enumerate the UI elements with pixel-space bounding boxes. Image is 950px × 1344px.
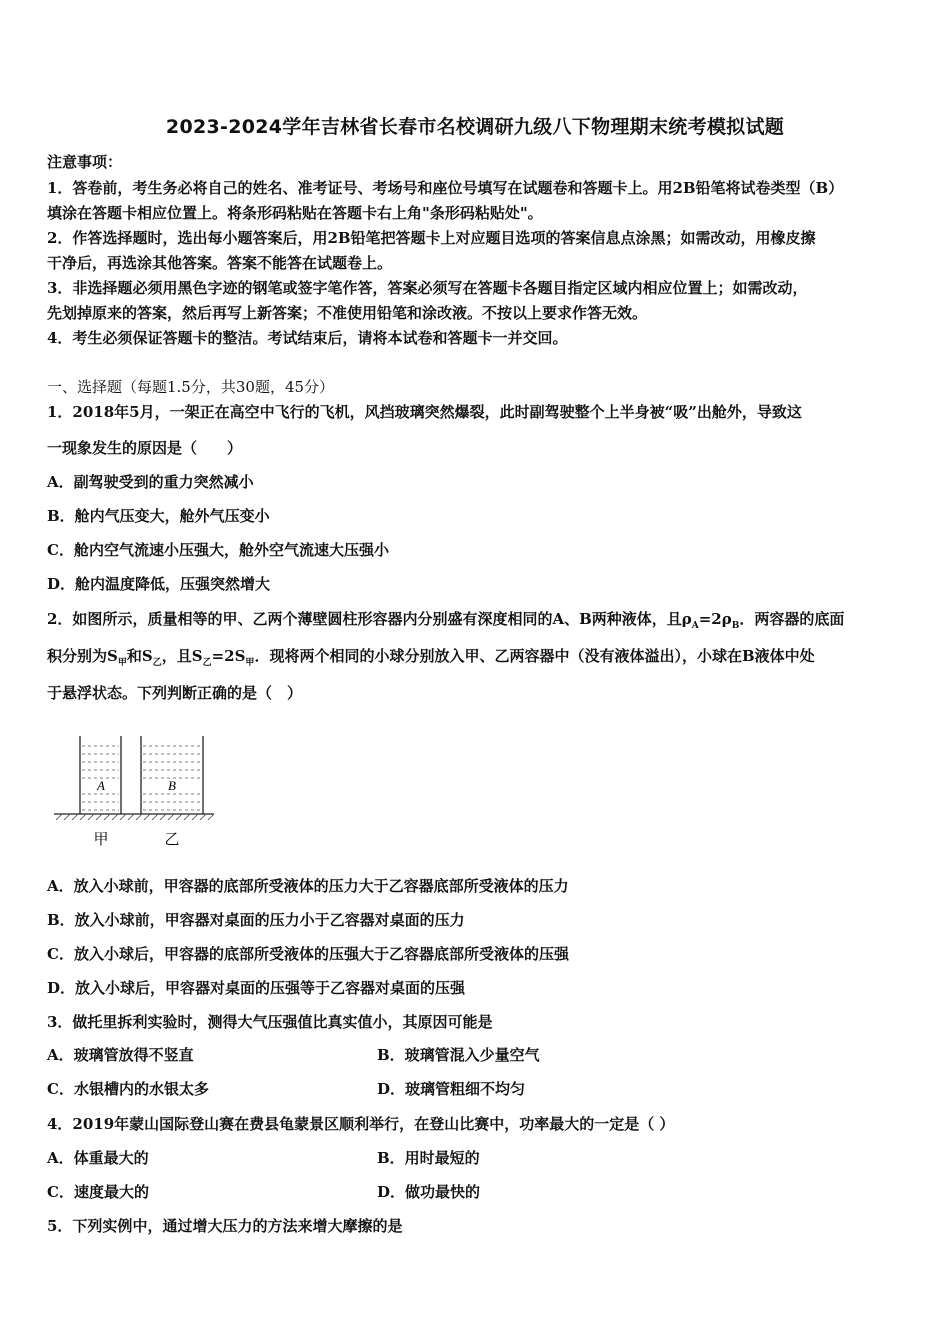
q1-stem-line-1: 1．2018年5月，一架正在高空中飞行的飞机，风挡玻璃突然爆裂，此时副驾驶整个上半身被“吸”出舱外，导致这 [47,403,802,421]
q1-option-c: C．舱内空气流速小压强大，舱外空气流速大压强小 [47,541,389,559]
q2-stem-line-1: 2．如图所示，质量相等的甲、乙两个薄壁圆柱形容器内分别盛有深度相同的A、B两种液体，且$\rho_A=2\rho_B$．两容器的底面 [47,610,845,631]
q4-option-c: C．速度最大的 [47,1183,149,1201]
notice-heading: 注意事项： [47,153,123,171]
notice-line-5: 3．非选择题必须用黑色字迹的钢笔或签字笔作答，答案必须写在答题卡各题目指定区域内相应位置上；如需改动， [47,279,808,297]
q1-option-d: D．舱内温度降低，压强突然增大 [47,575,271,593]
q3-stem: 3．做托里拆利实验时，测得大气压强值比真实值小，其原因可能是 [47,1013,493,1031]
container-jia [80,736,121,814]
q3-option-c: C．水银槽内的水银太多 [47,1080,209,1098]
liquid-a-label: A [97,778,105,793]
table-surface [54,814,214,820]
q2-stem-line-3: 于悬浮状态。下列判断正确的是（ ） [47,684,303,702]
two-containers-diagram [50,728,216,852]
q3-option-a: A．玻璃管放得不竖直 [47,1046,194,1064]
container-yi-label: 乙 [164,830,180,848]
q2-option-b: B．放入小球前，甲容器对桌面的压力小于乙容器对桌面的压力 [47,911,465,929]
q3-option-b: B．玻璃管混入少量空气 [377,1046,540,1064]
q4-option-a: A．体重最大的 [47,1149,149,1167]
container-jia-label: 甲 [93,830,109,848]
q2-option-d: D．放入小球后，甲容器对桌面的压强等于乙容器对桌面的压强 [47,979,466,997]
q4-option-b: B．用时最短的 [377,1149,480,1167]
q1-option-a: A．副驾驶受到的重力突然减小 [47,473,254,491]
page-title: 2023-2024学年吉林省长春市名校调研九级八下物理期末统考模拟试题 [165,116,785,138]
q1-option-b: B．舱内气压变大，舱外气压变小 [47,507,270,525]
liquid-b-label: B [168,778,176,793]
q1-stem-line-2: 一现象发生的原因是（ ） [47,439,243,457]
container-yi [141,736,203,814]
notice-line-2: 填涂在答题卡相应位置上。将条形码粘贴在答题卡右上角"条形码粘贴处"。 [47,204,543,222]
notice-line-4: 干净后，再选涂其他答案。答案不能答在试题卷上。 [47,254,393,272]
notice-line-6: 先划掉原来的答案，然后再写上新答案；不准使用铅笔和涂改液。不按以上要求作答无效。 [47,304,648,322]
q2-option-a: A．放入小球前，甲容器的底部所受液体的压力大于乙容器底部所受液体的压力 [47,877,569,895]
section-heading: 一、选择题（每题1.5分，共30题，45分） [47,378,335,396]
q3-option-d: D．玻璃管粗细不均匀 [377,1080,526,1098]
q4-stem: 4．2019年蒙山国际登山赛在费县龟蒙景区顺利举行，在登山比赛中，功率最大的一定是（ ） [47,1115,675,1133]
q2-stem-line-2: 积分别为$S_甲$和$S_乙$，且$S_乙=2S_甲$．现将两个相同的小球分别放入甲、乙两容器中（没有液体溢出），小球在B液体中处 [47,647,815,668]
notice-line-7: 4．考生必须保证答题卡的整洁。考试结束后，请将本试卷和答题卡一并交回。 [47,329,568,347]
notice-line-1: 1．答卷前，考生务必将自己的姓名、准考证号、考场号和座位号填写在试题卷和答题卡上。用2B铅笔将试卷类型（B） [47,179,844,197]
notice-line-3: 2．作答选择题时，选出每小题答案后，用2B铅笔把答题卡上对应题目选项的答案信息点涂黑；如需改动，用橡皮擦 [47,229,816,247]
q5-stem: 5．下列实例中，通过增大压力的方法来增大摩擦的是 [47,1217,403,1235]
q4-option-d: D．做功最快的 [377,1183,481,1201]
q2-option-c: C．放入小球后，甲容器的底部所受液体的压强大于乙容器底部所受液体的压强 [47,945,569,963]
